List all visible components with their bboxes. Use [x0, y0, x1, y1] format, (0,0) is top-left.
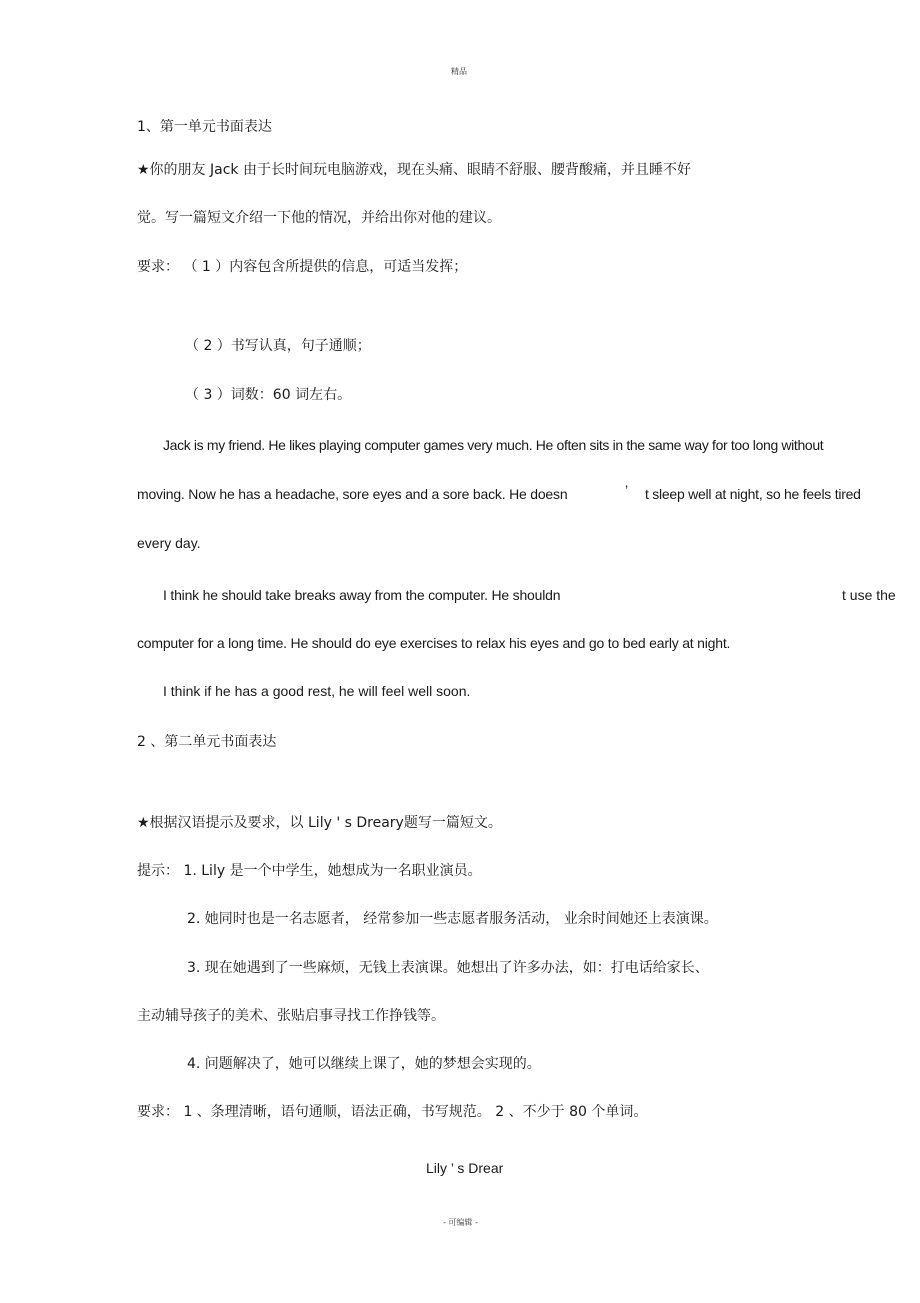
section2-prompt: ★根据汉语提示及要求，以 Lily ' s Dreary题写一篇短文。 [137, 815, 502, 831]
section1-prompt-line1: ★你的朋友 Jack 由于长时间玩电脑游戏，现在头痛、眼睛不舒服、腰背酸痛，并且睡不好 [137, 162, 691, 178]
section1-requirement-3: （ 3 ）词数：60 词左右。 [185, 387, 352, 403]
section2-hint-3: 3. 现在她遇到了一些麻烦，无钱上表演课。她想出了许多办法，如：打电话给家长、 [187, 960, 709, 976]
essay-title: Lily ’ s Drear [426, 1160, 504, 1176]
essay-paragraph2-line1-part1: I think he should take breaks away from the computer. He shouldn [163, 587, 561, 603]
section2-requirements: 要求： 1 、条理清晰，语句通顺，语法正确，书写规范。 2 、不少于 80 个单词。 [137, 1104, 648, 1120]
essay-paragraph1-line2-part2: t sleep well at night, so he feels tired [645, 486, 861, 502]
essay-paragraph3: I think if he has a good rest, he will feel well soon. [163, 683, 471, 699]
section2-hint-2: 2. 她同时也是一名志愿者， 经常参加一些志愿者服务活动， 业余时间她还上表演课。 [187, 911, 718, 927]
essay-paragraph1-line2-apostrophe: ’ [625, 482, 629, 498]
section2-hint-3-continued: 主动辅导孩子的美术、张贴启事寻找工作挣钱等。 [137, 1008, 445, 1024]
section1-prompt-line2: 觉。写一篇短文介绍一下他的情况，并给出你对他的建议。 [137, 210, 501, 226]
page-header-label: 精品 [451, 67, 467, 76]
section1-requirement-1: 要求： （ 1 ）内容包含所提供的信息，可适当发挥； [137, 259, 468, 275]
page-footer-label: - 可编辑 - [443, 1218, 478, 1227]
section1-heading: 1、第一单元书面表达 [137, 119, 272, 135]
essay-paragraph1-line3: every day. [137, 535, 201, 551]
essay-paragraph2-line1-part2: t use the [842, 587, 896, 603]
section2-heading: 2 、第二单元书面表达 [137, 734, 277, 750]
essay-paragraph1-line2-part1: moving. Now he has a headache, sore eyes and a sore back. He doesn [137, 486, 568, 502]
essay-paragraph2-line2: computer for a long time. He should do eye exercises to relax his eyes and go to bed early at night. [137, 635, 731, 651]
section1-requirement-2: （ 2 ）书写认真，句子通顺； [185, 338, 371, 354]
section2-hint-4: 4. 问题解决了，她可以继续上课了，她的梦想会实现的。 [187, 1056, 541, 1072]
section2-hint-1: 提示： 1. Lily 是一个中学生，她想成为一名职业演员。 [137, 863, 482, 879]
essay-paragraph1-line1: Jack is my friend. He likes playing computer games very much. He often sits in the same way for too long without [163, 437, 824, 453]
